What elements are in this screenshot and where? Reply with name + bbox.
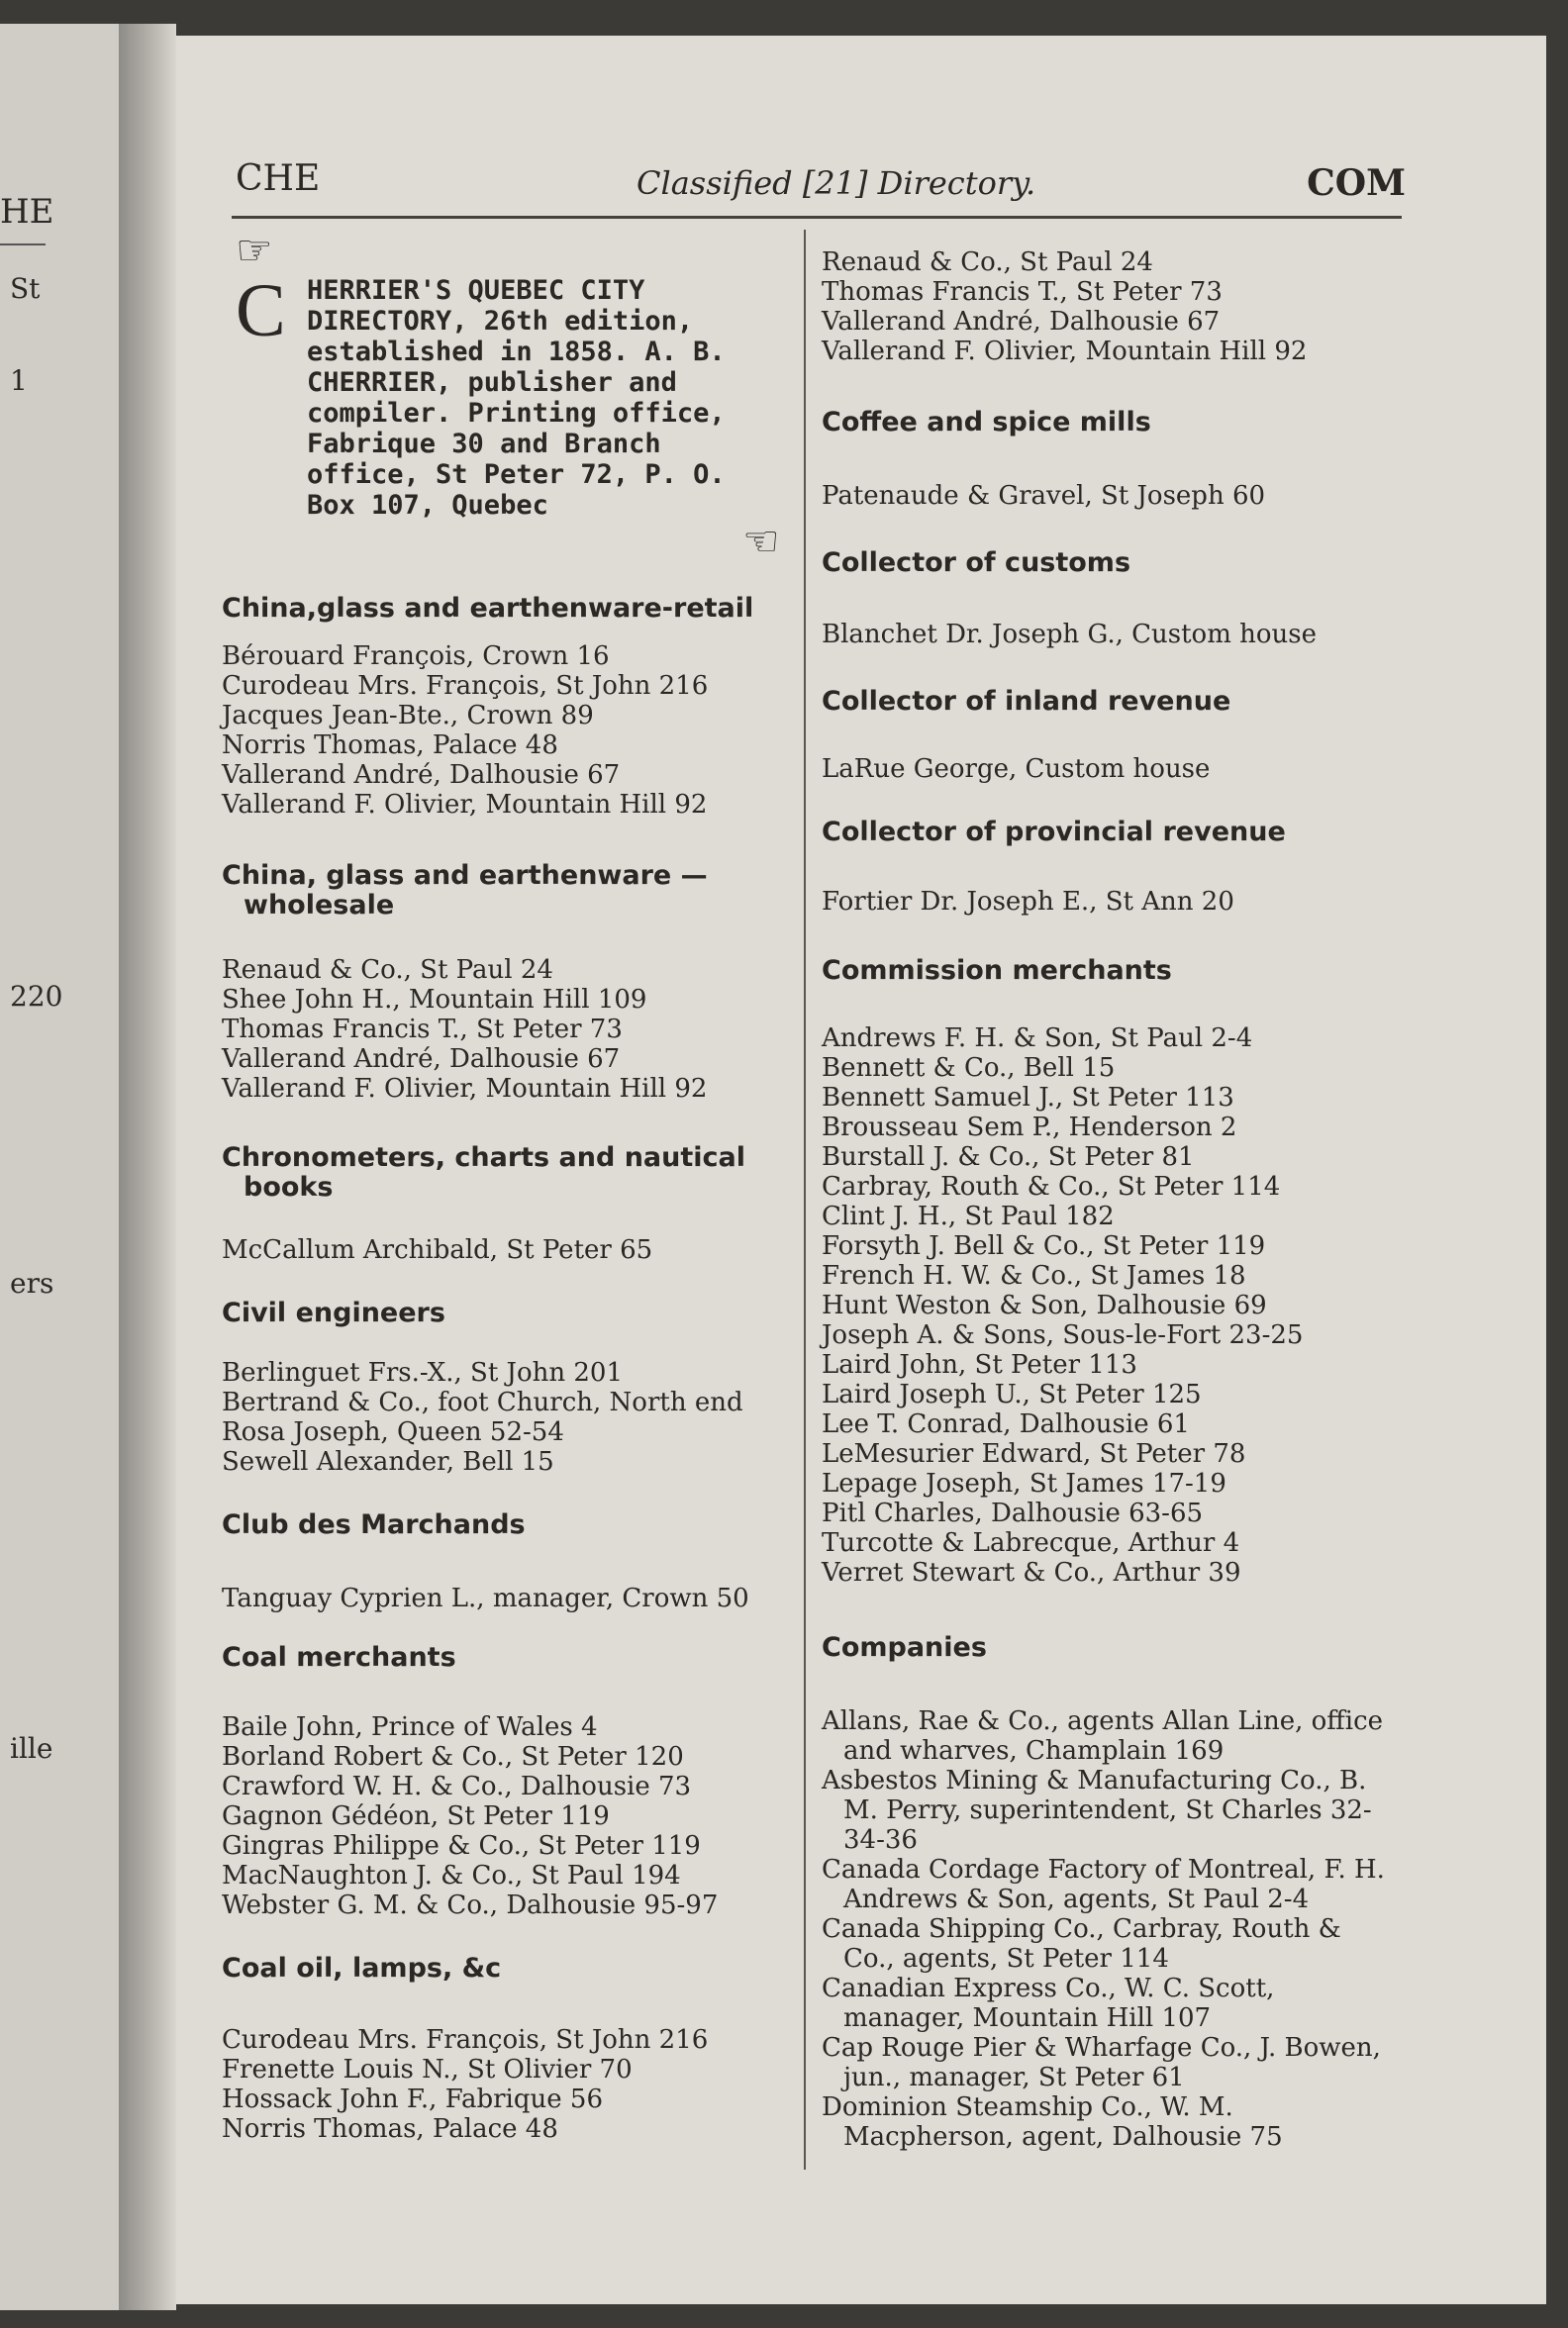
category-heading: Civil engineers	[222, 1298, 445, 1328]
pointing-hand-left-icon: ☜	[742, 517, 780, 565]
directory-entry: Joseph A. & Sons, Sous-le-Fort 23-25	[822, 1320, 1304, 1350]
category-heading: China, glass and earthenware — wholesale	[222, 860, 708, 921]
column-divider	[804, 230, 806, 2170]
previous-page-header-rule	[0, 243, 46, 245]
directory-entry: Lepage Joseph, St James 17-19	[822, 1469, 1226, 1499]
directory-entry: Clint J. H., St Paul 182	[822, 1202, 1115, 1231]
directory-entry: Gingras Philippe & Co., St Peter 119	[222, 1831, 701, 1861]
directory-entry: Blanchet Dr. Joseph G., Custom house	[822, 620, 1317, 649]
category-heading: Coal merchants	[222, 1642, 456, 1673]
directory-entry: Vallerand André, Dalhousie 67	[222, 1044, 621, 1074]
directory-entry: Turcotte & Labrecque, Arthur 4	[822, 1528, 1240, 1558]
directory-entry: Norris Thomas, Palace 48	[222, 730, 558, 760]
directory-entry: Canada Cordage Factory of Montreal, F. H. Andrews & Son, agents, St Paul 2-4	[822, 1855, 1385, 1914]
previous-page-fragment: ille	[10, 1732, 53, 1765]
directory-entry: French H. W. & Co., St James 18	[822, 1261, 1246, 1291]
directory-entry: Patenaude & Gravel, St Joseph 60	[822, 481, 1266, 511]
previous-page-fragment: St	[10, 272, 41, 305]
directory-entry: Crawford W. H. & Co., Dalhousie 73	[222, 1772, 692, 1801]
directory-entry: Renaud & Co., St Paul 24	[222, 955, 553, 985]
directory-entry: Forsyth J. Bell & Co., St Peter 119	[822, 1231, 1266, 1261]
directory-entry: Bennett & Co., Bell 15	[822, 1053, 1116, 1083]
directory-entry: Cap Rouge Pier & Wharfage Co., J. Bowen, jun., manager, St Peter 61	[822, 2033, 1381, 2092]
directory-entry: Rosa Joseph, Queen 52-54	[222, 1417, 564, 1447]
directory-entry: Bertrand & Co., foot Church, North end	[222, 1388, 743, 1417]
pointing-hand-right-icon: ☞	[236, 226, 273, 274]
category-heading: Club des Marchands	[222, 1509, 526, 1540]
category-heading: Commission merchants	[822, 955, 1172, 986]
header-right-guide-word: COM	[1307, 162, 1406, 204]
directory-entry: Sewell Alexander, Bell 15	[222, 1447, 554, 1477]
directory-entry: Baile John, Prince of Wales 4	[222, 1712, 598, 1742]
directory-entry: Jacques Jean-Bte., Crown 89	[222, 701, 594, 730]
category-heading: Chronometers, charts and nautical books	[222, 1142, 745, 1203]
directory-entry: Norris Thomas, Palace 48	[222, 2114, 558, 2144]
book-gutter	[119, 24, 176, 2310]
directory-entry: Pitl Charles, Dalhousie 63-65	[822, 1499, 1204, 1528]
directory-entry: Burstall J. & Co., St Peter 81	[822, 1142, 1195, 1172]
directory-entry: Canadian Express Co., W. C. Scott, manager, Mountain Hill 107	[822, 1974, 1275, 2033]
directory-entry: Vallerand André, Dalhousie 67	[222, 760, 621, 790]
directory-entry: Curodeau Mrs. François, St John 216	[222, 2025, 709, 2055]
category-heading: Coffee and spice mills	[822, 407, 1151, 437]
header-rule	[232, 216, 1402, 219]
ad-initial-letter: C	[236, 269, 286, 352]
directory-entry: Gagnon Gédéon, St Peter 119	[222, 1801, 610, 1831]
directory-entry: Vallerand F. Olivier, Mountain Hill 92	[822, 337, 1308, 366]
directory-entry: Andrews F. H. & Son, St Paul 2-4	[822, 1023, 1253, 1053]
directory-entry: Carbray, Routh & Co., St Peter 114	[822, 1172, 1281, 1202]
category-heading: Collector of inland revenue	[822, 686, 1231, 717]
ad-text: HERRIER'S QUEBEC CITY DIRECTORY, 26th edition, established in 1858. A. B. CHERRIER, publisher and compiler. Printing office, Fabrique 30 and Branch office, St Peter 72, P. O. Box 107, Quebec	[307, 275, 726, 521]
header-title: Classified [21] Directory.	[637, 164, 1036, 202]
directory-entry: Asbestos Mining & Manufacturing Co., B. M. Perry, superintendent, St Charles 32-34-36	[822, 1766, 1372, 1855]
directory-entry: Berlinguet Frs.-X., St John 201	[222, 1358, 624, 1388]
directory-entry: Verret Stewart & Co., Arthur 39	[822, 1558, 1241, 1588]
previous-page-fragment: 220	[10, 980, 63, 1013]
previous-page-fragment: 1	[10, 364, 28, 397]
directory-entry: Renaud & Co., St Paul 24	[822, 247, 1153, 277]
directory-entry: Hunt Weston & Son, Dalhousie 69	[822, 1291, 1267, 1320]
directory-entry: LaRue George, Custom house	[822, 754, 1211, 784]
directory-entry: Bennett Samuel J., St Peter 113	[822, 1083, 1234, 1113]
header-left-guide-word: CHE	[236, 158, 321, 199]
directory-entry: Lee T. Conrad, Dalhousie 61	[822, 1409, 1190, 1439]
directory-entry: Vallerand F. Olivier, Mountain Hill 92	[222, 1074, 708, 1104]
directory-entry: Bérouard François, Crown 16	[222, 641, 610, 671]
directory-entry: Brousseau Sem P., Henderson 2	[822, 1113, 1237, 1142]
directory-entry: Canada Shipping Co., Carbray, Routh & Co., agents, St Peter 114	[822, 1914, 1341, 1974]
category-heading: Collector of customs	[822, 547, 1131, 578]
category-heading: China,glass and earthenware-retail	[222, 593, 754, 624]
previous-page-header: HE	[0, 192, 54, 232]
previous-page-edge	[0, 24, 119, 2310]
directory-entry: Hossack John F., Fabrique 56	[222, 2085, 603, 2114]
directory-entry: Fortier Dr. Joseph E., St Ann 20	[822, 887, 1234, 917]
directory-entry: Shee John H., Mountain Hill 109	[222, 985, 647, 1015]
directory-entry: Curodeau Mrs. François, St John 216	[222, 671, 709, 701]
directory-entry: Laird Joseph U., St Peter 125	[822, 1380, 1202, 1409]
directory-entry: McCallum Archibald, St Peter 65	[222, 1235, 653, 1265]
directory-entry: Thomas Francis T., St Peter 73	[822, 277, 1223, 307]
directory-entry: Laird John, St Peter 113	[822, 1350, 1137, 1380]
directory-entry: Frenette Louis N., St Olivier 70	[222, 2055, 633, 2085]
directory-entry: Webster G. M. & Co., Dalhousie 95-97	[222, 1891, 719, 1920]
directory-entry: Tanguay Cyprien L., manager, Crown 50	[222, 1584, 749, 1613]
directory-entry: MacNaughton J. & Co., St Paul 194	[222, 1861, 681, 1891]
category-heading: Companies	[822, 1632, 987, 1663]
directory-entry: Allans, Rae & Co., agents Allan Line, office and wharves, Champlain 169	[822, 1706, 1384, 1766]
directory-entry: Vallerand F. Olivier, Mountain Hill 92	[222, 790, 708, 820]
category-heading: Collector of provincial revenue	[822, 817, 1286, 847]
previous-page-fragment: ers	[10, 1267, 54, 1300]
directory-entry: Vallerand André, Dalhousie 67	[822, 307, 1221, 337]
directory-entry: LeMesurier Edward, St Peter 78	[822, 1439, 1246, 1469]
directory-entry: Thomas Francis T., St Peter 73	[222, 1015, 623, 1044]
directory-entry: Borland Robert & Co., St Peter 120	[222, 1742, 684, 1772]
category-heading: Coal oil, lamps, &c	[222, 1953, 502, 1984]
directory-entry: Dominion Steamship Co., W. M. Macpherson, agent, Dalhousie 75	[822, 2092, 1283, 2152]
page-header	[236, 158, 1406, 222]
